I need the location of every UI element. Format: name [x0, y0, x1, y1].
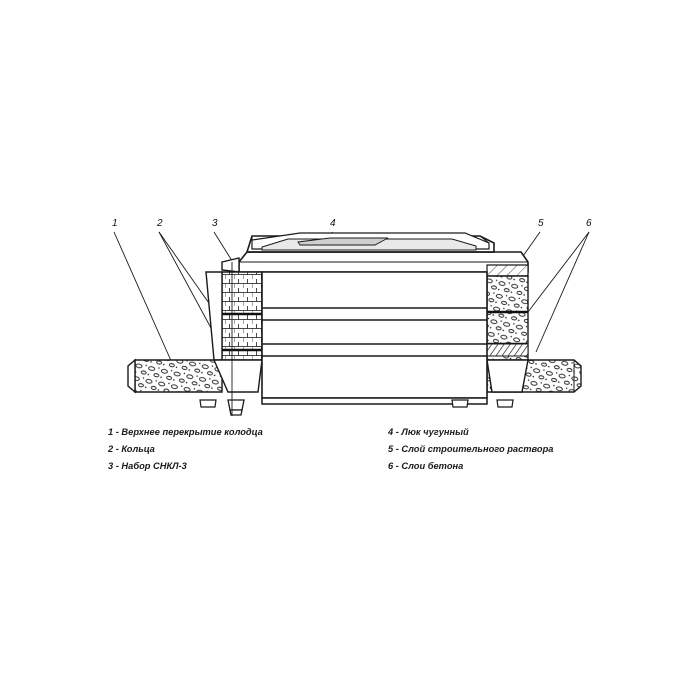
legend-item: 5 - Слой строительного раствора: [388, 444, 554, 454]
well-shaft-body: [262, 272, 487, 404]
callout-label-4: 4: [330, 218, 336, 229]
mortar-layer-right: [487, 265, 528, 276]
legend-item: 4 - Люк чугунный: [388, 427, 469, 437]
legend-column-left: [108, 424, 368, 475]
callout-label-2: 2: [157, 218, 163, 229]
legend-item: 2 - Кольца: [108, 444, 155, 454]
callout-label-3: 3: [212, 218, 218, 229]
legend-item: 6 - Слои бетона: [388, 461, 464, 471]
legend-item: 3 - Набор СНКЛ-3: [108, 461, 187, 471]
hatch-cover-assembly: [247, 233, 494, 252]
cover-slab-top: [222, 252, 528, 272]
ring-stack-right: [487, 276, 528, 392]
callout-label-5: 5: [538, 218, 544, 229]
ground-slab-left: [128, 360, 222, 392]
callout-label-1: 1: [112, 218, 118, 229]
legend: [108, 424, 628, 475]
legend-item: 1 - Верхнее перекрытие колодца: [108, 427, 263, 437]
callout-label-6: 6: [586, 218, 592, 229]
legend-column-right: [368, 424, 628, 475]
callout-numbers: [112, 218, 592, 229]
